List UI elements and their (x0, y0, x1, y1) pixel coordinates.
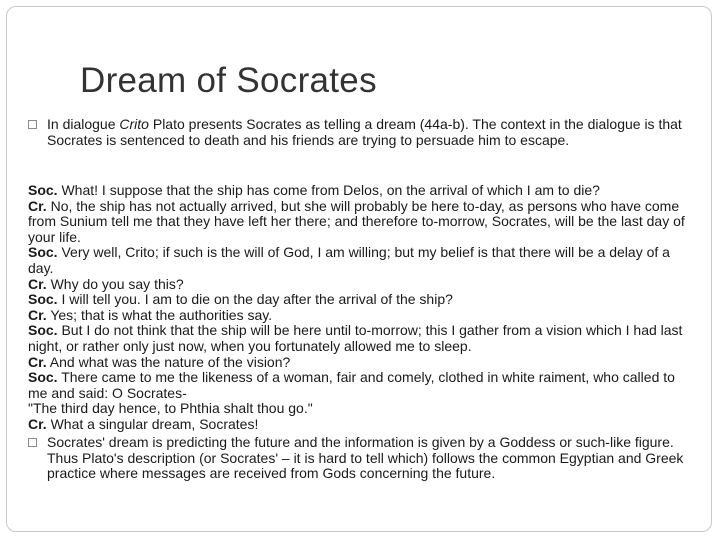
dialogue-line (28, 199, 698, 246)
dialogue-line (28, 323, 698, 354)
intro-bullet (28, 117, 698, 148)
speaker: Cr. (28, 306, 47, 323)
dialogue-line (28, 245, 698, 276)
conclusion-bullet (28, 435, 698, 482)
intro-text (47, 117, 698, 148)
intro-text-before: In dialogue (47, 116, 120, 132)
line-text: I will tell you. I am to die on the day after the arrival of the ship? (57, 291, 453, 308)
dialogue-line (28, 308, 698, 324)
line-text: There came to me the likeness of a woman, fair and comely, clothed in white raiment, who called to me and said: O Socrates- (28, 369, 675, 401)
dialogue-line (28, 370, 698, 401)
speaker: Soc. (28, 369, 58, 386)
speaker: Cr. (28, 197, 47, 214)
speaker: Cr. (28, 415, 47, 432)
speaker: Cr. (28, 353, 47, 370)
speaker: Soc. (28, 291, 58, 308)
line-text: What! I suppose that the ship has come from Delos, on the arrival of which I am to die? (57, 182, 600, 198)
speaker: Soc. (28, 182, 58, 198)
bullet-square-icon (28, 438, 37, 447)
line-text: But I do not think that the ship will be here until to-morrow; this I gather from a vision which I had last night, or rather only just now, when you fortunately allowed me to sleep. (28, 322, 683, 354)
intro-text-italic: Crito (119, 116, 149, 132)
line-text: Very well, Crito; if such is the will of God, I am willing; but my belief is that there will be a delay of a day. (28, 244, 670, 276)
speaker: Soc. (28, 322, 58, 339)
dialogue-line (28, 355, 698, 371)
intro-text-after: Plato presents Socrates as telling a dream (44a-b). The context in the dialogue is that Socrates is sentenced to death and his friends are trying to persuade him to escape. (47, 116, 682, 148)
dialogue-line (28, 417, 698, 433)
dialogue-block (28, 183, 698, 433)
line-text: Why do you say this? (46, 275, 184, 292)
line-text: Yes; that is what the authorities say. (46, 306, 273, 323)
line-text: And what was the nature of the vision? (46, 353, 291, 370)
speaker: Soc. (28, 244, 58, 261)
slide-title: Dream of Socrates (80, 61, 377, 100)
line-text: "The third day hence, to Phthia shalt thou go." (28, 400, 313, 417)
line-text: No, the ship has not actually arrived, but she will probably be here to-day, as persons who have come from Sunium tell me that they have left her there; and therefore to-morrow, Socrates, will be the last day of your life. (28, 197, 685, 245)
dialogue-line (28, 277, 698, 293)
speaker: Cr. (28, 275, 47, 292)
bullet-square-icon (28, 120, 37, 129)
dialogue-line (28, 292, 698, 308)
line-text: What a singular dream, Socrates! (46, 415, 259, 432)
dialogue-line (28, 183, 698, 199)
dialogue-line (28, 401, 698, 417)
conclusion-text: Socrates' dream is predicting the future and the information is given by a Goddess or such-like figure. Thus Plato's description (or Socrates' – it is hard to tell which) follows the common Egyptian and Greek practice where messages are received from Gods concerning the future. (47, 434, 684, 482)
